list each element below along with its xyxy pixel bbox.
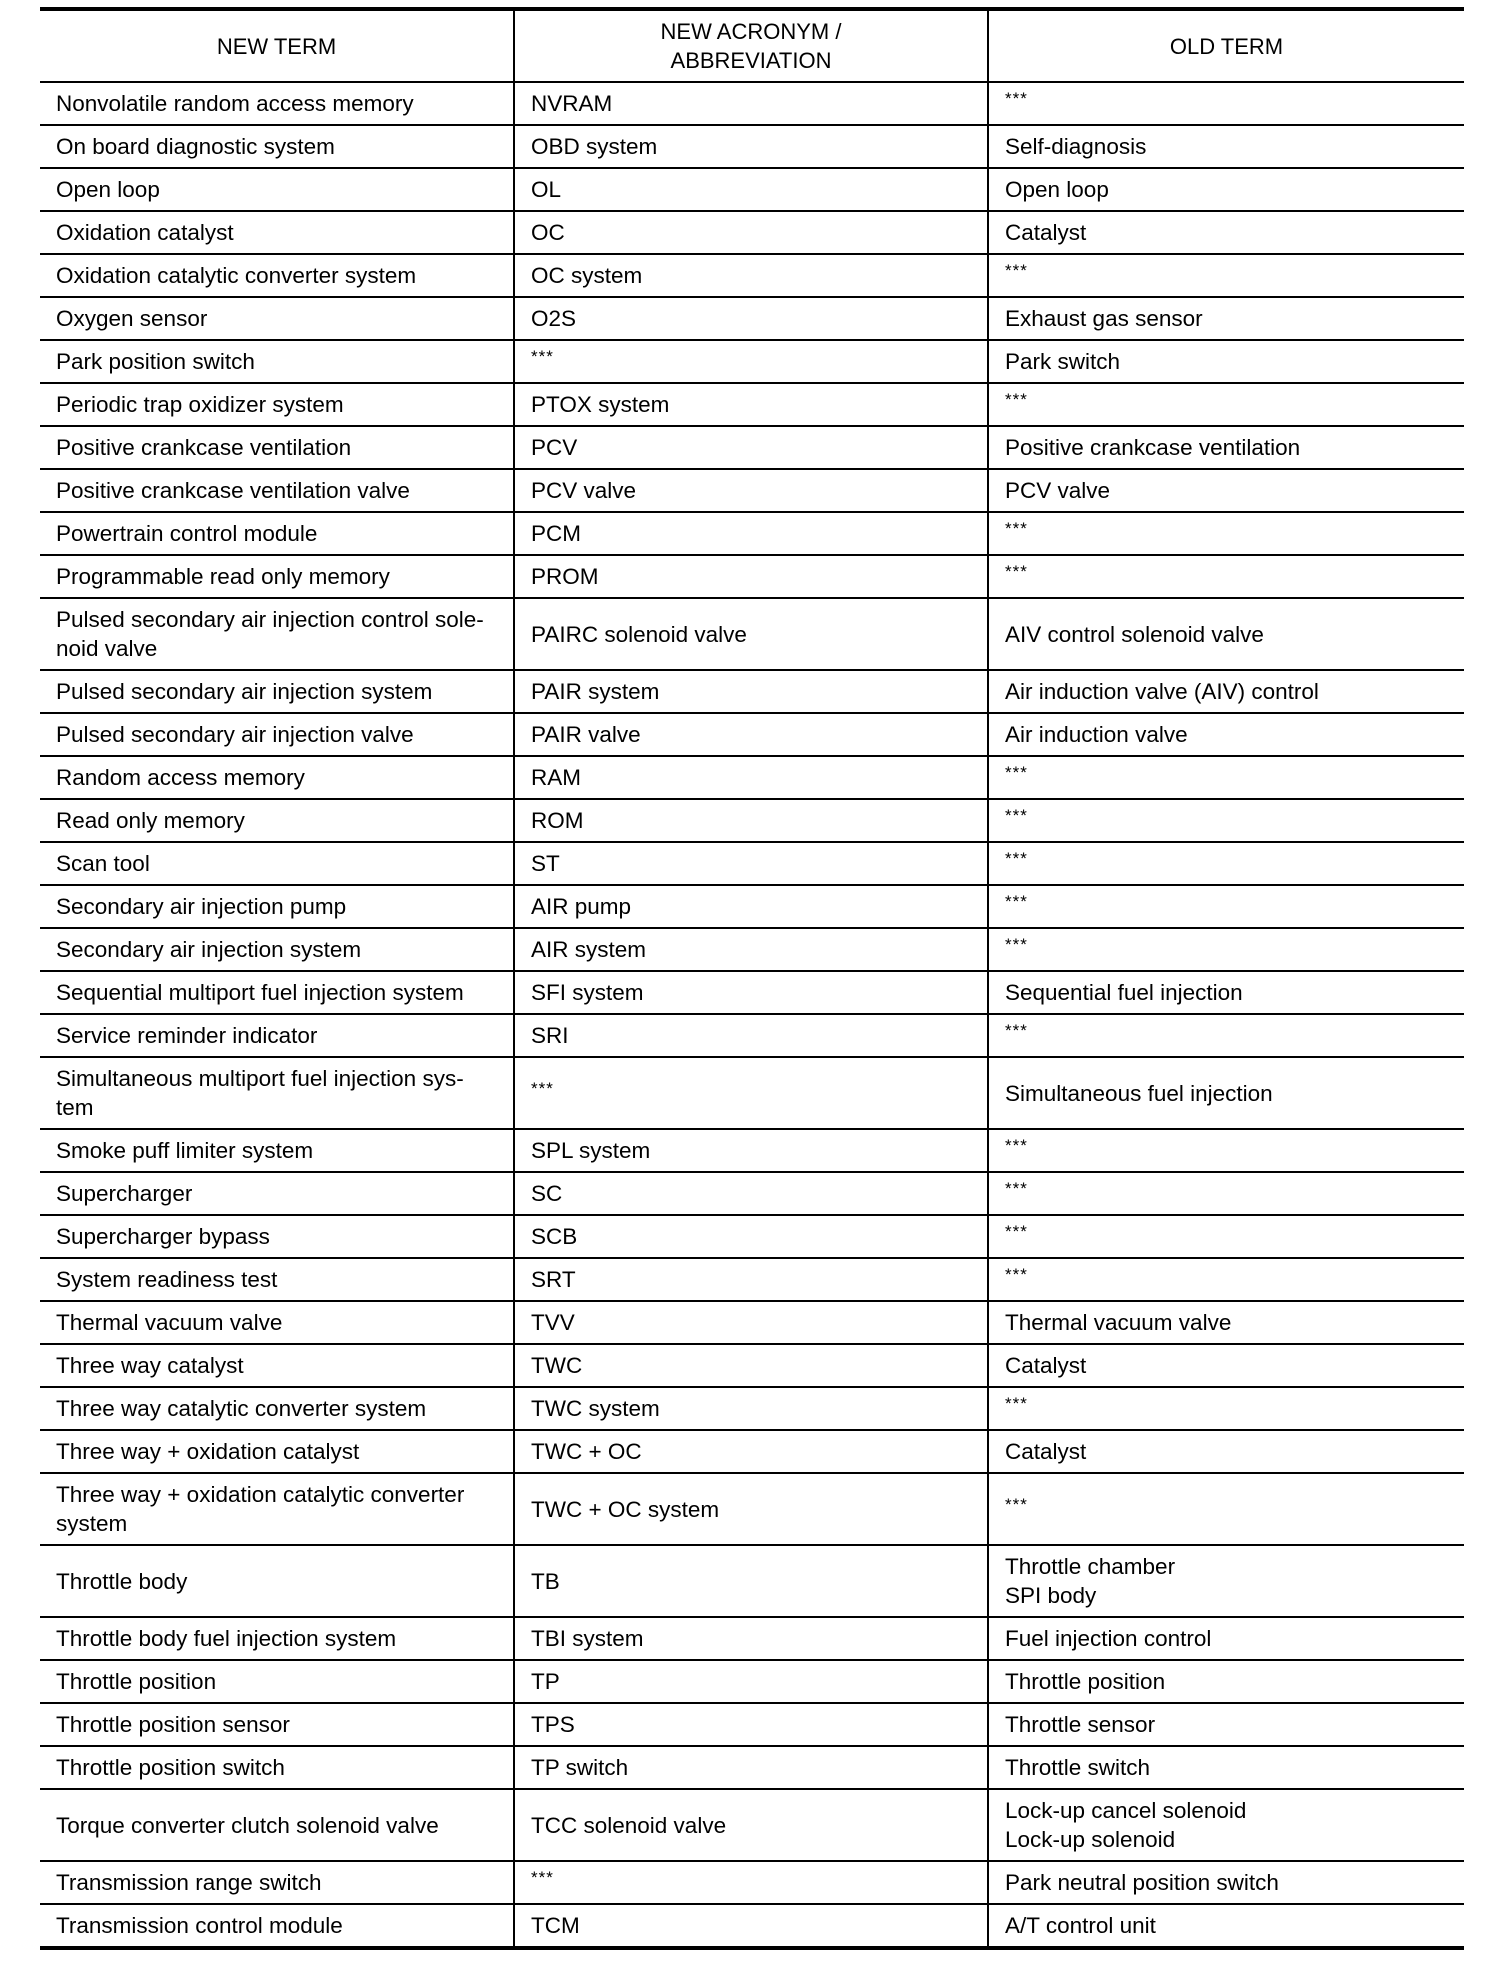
table-row <box>40 885 1464 928</box>
new-acronym-cell <box>514 340 988 383</box>
old-term-text: *** <box>1005 1179 1028 1198</box>
old-term-text: *** <box>1005 390 1028 409</box>
table-row <box>40 426 1464 469</box>
old-term-cell <box>988 297 1464 340</box>
new-term-text: Throttle position switch <box>56 1755 285 1780</box>
new-term-text: On board diagnostic system <box>56 134 335 159</box>
old-term-cell <box>988 1746 1464 1789</box>
table-row <box>40 469 1464 512</box>
new-term-text: Pulsed secondary air injection system <box>56 679 433 704</box>
old-term-cell <box>988 1904 1464 1948</box>
new-acronym-text: TP <box>531 1669 560 1694</box>
new-acronym-cell <box>514 1014 988 1057</box>
new-acronym-cell <box>514 885 988 928</box>
table-row <box>40 555 1464 598</box>
new-term-text: Nonvolatile random access memory <box>56 91 414 116</box>
new-term-cell <box>40 1746 514 1789</box>
new-acronym-cell <box>514 756 988 799</box>
new-acronym-cell <box>514 1215 988 1258</box>
new-acronym-text: O2S <box>531 306 577 331</box>
old-term-text: Air induction valve (AIV) control <box>1005 679 1319 704</box>
new-acronym-text: PCV valve <box>531 478 637 503</box>
new-term-text: Supercharger <box>56 1181 193 1206</box>
new-acronym-text: TVV <box>531 1310 575 1335</box>
new-acronym-text: OC system <box>531 263 643 288</box>
old-term-text: Park switch <box>1005 349 1121 374</box>
old-term-text: A/T control unit <box>1005 1913 1156 1938</box>
new-term-cell <box>40 1703 514 1746</box>
old-term-text: Catalyst <box>1005 220 1087 245</box>
new-acronym-text: ROM <box>531 808 584 833</box>
new-term-cell <box>40 1344 514 1387</box>
old-term-text: *** <box>1005 892 1028 911</box>
new-acronym-text: PAIRC solenoid valve <box>531 621 747 647</box>
new-acronym-text: RAM <box>531 765 581 790</box>
new-acronym-cell <box>514 598 988 670</box>
new-acronym-cell <box>514 1258 988 1301</box>
new-term-text: Secondary air injection pump <box>56 894 347 919</box>
old-term-text: *** <box>1005 849 1028 868</box>
new-term-cell <box>40 971 514 1014</box>
table-row <box>40 1473 1464 1545</box>
new-term-cell <box>40 842 514 885</box>
new-acronym-cell <box>514 1789 988 1861</box>
new-acronym-cell <box>514 1545 988 1617</box>
new-acronym-text: PAIR system <box>531 679 660 704</box>
new-acronym-cell <box>514 799 988 842</box>
new-acronym-cell <box>514 1904 988 1948</box>
new-term-cell <box>40 1057 514 1129</box>
table-row <box>40 971 1464 1014</box>
old-term-cell <box>988 842 1464 885</box>
old-term-cell <box>988 598 1464 670</box>
old-term-cell <box>988 928 1464 971</box>
new-term-text: Open loop <box>56 177 160 202</box>
new-acronym-cell <box>514 426 988 469</box>
new-acronym-text: *** <box>531 1868 554 1887</box>
new-acronym-cell <box>514 1660 988 1703</box>
table-row <box>40 1746 1464 1789</box>
old-term-cell <box>988 555 1464 598</box>
new-acronym-cell <box>514 1344 988 1387</box>
new-acronym-cell <box>514 1057 988 1129</box>
new-acronym-text: OC <box>531 220 565 245</box>
new-acronym-text: PCV <box>531 435 578 460</box>
old-term-cell <box>988 125 1464 168</box>
old-term-text: Air induction valve <box>1005 722 1188 747</box>
new-acronym-text: PAIR valve <box>531 722 641 747</box>
new-term-text: Throttle body fuel injection system <box>56 1626 397 1651</box>
old-term-cell <box>988 426 1464 469</box>
new-term-cell <box>40 211 514 254</box>
new-term-text: Smoke puff limiter system <box>56 1138 314 1163</box>
new-acronym-cell <box>514 297 988 340</box>
table-row <box>40 1387 1464 1430</box>
old-term-text: Exhaust gas sensor <box>1005 306 1203 331</box>
new-acronym-cell <box>514 168 988 211</box>
new-term-text: Park position switch <box>56 349 255 374</box>
table-row <box>40 1789 1464 1861</box>
table-row <box>40 799 1464 842</box>
new-acronym-text: TCM <box>531 1913 580 1938</box>
new-term-cell <box>40 670 514 713</box>
new-term-cell <box>40 340 514 383</box>
new-acronym-text: AIR pump <box>531 894 632 919</box>
new-term-cell <box>40 254 514 297</box>
new-term-text: Supercharger bypass <box>56 1224 270 1249</box>
table-row <box>40 928 1464 971</box>
old-term-cell <box>988 1344 1464 1387</box>
new-acronym-text: SC <box>531 1181 563 1206</box>
table-row <box>40 1861 1464 1904</box>
old-term-text: Self-diagnosis <box>1005 134 1147 159</box>
new-acronym-cell <box>514 928 988 971</box>
old-term-cell <box>988 254 1464 297</box>
new-term-cell <box>40 1789 514 1861</box>
table-row <box>40 1545 1464 1617</box>
table-row <box>40 598 1464 670</box>
old-term-cell <box>988 340 1464 383</box>
old-term-text: Sequential fuel injection <box>1005 980 1243 1005</box>
new-term-cell <box>40 383 514 426</box>
old-term-text: Open loop <box>1005 177 1109 202</box>
new-acronym-cell <box>514 211 988 254</box>
new-acronym-text: SCB <box>531 1224 578 1249</box>
new-term-text: Pulsed secondary air injection control sole- noid valve <box>56 607 484 661</box>
new-term-cell <box>40 1014 514 1057</box>
table-body <box>40 82 1464 1948</box>
new-term-text: Random access memory <box>56 765 305 790</box>
new-acronym-text: PROM <box>531 564 599 589</box>
table-row <box>40 1014 1464 1057</box>
new-acronym-text: OL <box>531 177 562 202</box>
old-term-text: *** <box>1005 562 1028 581</box>
new-term-text: Oxidation catalytic converter system <box>56 263 417 288</box>
old-term-cell <box>988 1861 1464 1904</box>
old-term-text: Throttle position <box>1005 1669 1166 1694</box>
new-term-text: Positive crankcase ventilation valve <box>56 478 410 503</box>
old-term-text: Lock-up cancel solenoid Lock-up solenoid <box>1005 1798 1247 1852</box>
new-acronym-text: NVRAM <box>531 91 613 116</box>
new-term-text: Transmission range switch <box>56 1870 322 1895</box>
new-term-text: Oxygen sensor <box>56 306 208 331</box>
header-new-acronym: NEW ACRONYM / ABBREVIATION <box>514 9 988 82</box>
new-acronym-text: TWC + OC system <box>531 1496 720 1522</box>
new-term-text: Three way + oxidation catalyst <box>56 1439 360 1464</box>
new-term-text: Simultaneous multiport fuel injection sys- tem <box>56 1066 464 1120</box>
new-term-text: Pulsed secondary air injection valve <box>56 722 414 747</box>
new-term-text: Read only memory <box>56 808 245 833</box>
old-term-cell <box>988 670 1464 713</box>
old-term-cell <box>988 1014 1464 1057</box>
old-term-cell <box>988 1545 1464 1617</box>
new-acronym-text: TBI system <box>531 1626 644 1651</box>
new-term-cell <box>40 1387 514 1430</box>
header-new-term: NEW TERM <box>40 9 514 82</box>
old-term-cell <box>988 1301 1464 1344</box>
old-term-cell <box>988 1387 1464 1430</box>
new-term-cell <box>40 125 514 168</box>
new-term-cell <box>40 1430 514 1473</box>
table-row <box>40 756 1464 799</box>
header-old-term: OLD TERM <box>988 9 1464 82</box>
old-term-cell <box>988 1430 1464 1473</box>
new-term-cell <box>40 885 514 928</box>
new-term-cell <box>40 1129 514 1172</box>
new-term-text: Throttle position <box>56 1669 217 1694</box>
table-row <box>40 297 1464 340</box>
old-term-text: *** <box>1005 89 1028 108</box>
new-acronym-cell <box>514 469 988 512</box>
old-term-cell <box>988 885 1464 928</box>
table-row <box>40 1057 1464 1129</box>
old-term-text: *** <box>1005 1222 1028 1241</box>
new-acronym-cell <box>514 254 988 297</box>
new-term-cell <box>40 512 514 555</box>
new-acronym-cell <box>514 125 988 168</box>
old-term-cell <box>988 1215 1464 1258</box>
table-row <box>40 1129 1464 1172</box>
old-term-text: *** <box>1005 1494 1028 1514</box>
new-term-cell <box>40 1473 514 1545</box>
new-acronym-text: TP switch <box>531 1755 629 1780</box>
new-term-text: Three way catalyst <box>56 1353 244 1378</box>
new-acronym-text: TB <box>531 1568 560 1594</box>
old-term-cell <box>988 713 1464 756</box>
table-row <box>40 1215 1464 1258</box>
new-acronym-text: TWC <box>531 1353 583 1378</box>
old-term-text: PCV valve <box>1005 478 1111 503</box>
old-term-cell <box>988 1703 1464 1746</box>
old-term-cell <box>988 168 1464 211</box>
new-term-text: Throttle position sensor <box>56 1712 290 1737</box>
new-acronym-cell <box>514 383 988 426</box>
new-acronym-text: TCC solenoid valve <box>531 1812 727 1838</box>
old-term-text: *** <box>1005 261 1028 280</box>
new-term-cell <box>40 297 514 340</box>
new-term-text: System readiness test <box>56 1267 278 1292</box>
new-acronym-text: TPS <box>531 1712 575 1737</box>
old-term-text: *** <box>1005 1136 1028 1155</box>
table-row <box>40 1430 1464 1473</box>
table-row <box>40 82 1464 125</box>
old-term-text: AIV control solenoid valve <box>1005 621 1264 647</box>
table-row <box>40 1258 1464 1301</box>
old-term-cell <box>988 971 1464 1014</box>
new-acronym-text: OBD system <box>531 134 658 159</box>
new-term-text: Sequential multiport fuel injection system <box>56 980 464 1005</box>
new-acronym-text: SPL system <box>531 1138 651 1163</box>
new-acronym-text: PTOX system <box>531 392 670 417</box>
old-term-cell <box>988 211 1464 254</box>
new-acronym-cell <box>514 1703 988 1746</box>
new-acronym-cell <box>514 1387 988 1430</box>
new-acronym-cell <box>514 971 988 1014</box>
old-term-text: *** <box>1005 763 1028 782</box>
old-term-text: *** <box>1005 935 1028 954</box>
table-row <box>40 383 1464 426</box>
old-term-cell <box>988 756 1464 799</box>
new-term-cell <box>40 1861 514 1904</box>
new-term-cell <box>40 713 514 756</box>
old-term-text: *** <box>1005 806 1028 825</box>
old-term-text: Throttle sensor <box>1005 1712 1156 1737</box>
new-term-text: Programmable read only memory <box>56 564 390 589</box>
old-term-cell <box>988 1057 1464 1129</box>
old-term-text: Thermal vacuum valve <box>1005 1310 1232 1335</box>
old-term-text: Catalyst <box>1005 1439 1087 1464</box>
new-term-cell <box>40 426 514 469</box>
table-row <box>40 254 1464 297</box>
new-term-text: Periodic trap oxidizer system <box>56 392 344 417</box>
new-acronym-cell <box>514 670 988 713</box>
new-acronym-cell <box>514 1129 988 1172</box>
old-term-cell <box>988 1172 1464 1215</box>
new-acronym-cell <box>514 1746 988 1789</box>
new-term-cell <box>40 82 514 125</box>
new-term-cell <box>40 469 514 512</box>
table-row <box>40 1344 1464 1387</box>
old-term-text: Throttle chamber SPI body <box>1005 1554 1176 1608</box>
table-row <box>40 1617 1464 1660</box>
new-acronym-text: SRT <box>531 1267 576 1292</box>
new-acronym-text: ST <box>531 851 560 876</box>
old-term-text: *** <box>1005 1265 1028 1284</box>
new-term-cell <box>40 1617 514 1660</box>
old-term-text: Catalyst <box>1005 1353 1087 1378</box>
new-acronym-text: SFI system <box>531 980 644 1005</box>
new-acronym-cell <box>514 82 988 125</box>
new-acronym-cell <box>514 713 988 756</box>
new-acronym-text: TWC + OC <box>531 1439 642 1464</box>
old-term-cell <box>988 82 1464 125</box>
new-acronym-cell <box>514 1172 988 1215</box>
old-term-cell <box>988 1660 1464 1703</box>
new-acronym-text: SRI <box>531 1023 569 1048</box>
new-term-cell <box>40 756 514 799</box>
new-term-cell <box>40 168 514 211</box>
table-row <box>40 340 1464 383</box>
table-row <box>40 670 1464 713</box>
table-row <box>40 168 1464 211</box>
table-row <box>40 713 1464 756</box>
old-term-text: *** <box>1005 1394 1028 1413</box>
table-row <box>40 842 1464 885</box>
new-acronym-cell <box>514 1617 988 1660</box>
new-term-cell <box>40 799 514 842</box>
old-term-text: Throttle switch <box>1005 1755 1151 1780</box>
new-acronym-cell <box>514 1473 988 1545</box>
old-term-text: Fuel injection control <box>1005 1626 1212 1651</box>
table-row <box>40 1172 1464 1215</box>
old-term-text: *** <box>1005 519 1028 538</box>
old-term-cell <box>988 512 1464 555</box>
table-row <box>40 1904 1464 1948</box>
terms-table <box>40 7 1464 1950</box>
table-row <box>40 1703 1464 1746</box>
new-term-cell <box>40 1904 514 1948</box>
old-term-cell <box>988 1473 1464 1545</box>
old-term-text: *** <box>1005 1021 1028 1040</box>
new-term-text: Thermal vacuum valve <box>56 1310 283 1335</box>
new-term-cell <box>40 1172 514 1215</box>
old-term-text: Simultaneous fuel injection <box>1005 1080 1273 1106</box>
new-term-text: Secondary air injection system <box>56 937 362 962</box>
new-acronym-text: TWC system <box>531 1396 660 1421</box>
new-acronym-cell <box>514 1861 988 1904</box>
old-term-cell <box>988 1789 1464 1861</box>
new-term-text: Three way + oxidation catalytic converter system <box>56 1482 465 1536</box>
new-term-text: Positive crankcase ventilation <box>56 435 352 460</box>
new-term-text: Oxidation catalyst <box>56 220 234 245</box>
old-term-cell <box>988 1617 1464 1660</box>
new-term-text: Three way catalytic converter system <box>56 1396 427 1421</box>
new-term-text: Service reminder indicator <box>56 1023 318 1048</box>
old-term-cell <box>988 1258 1464 1301</box>
table-row <box>40 211 1464 254</box>
new-term-cell <box>40 555 514 598</box>
table-row <box>40 125 1464 168</box>
new-term-cell <box>40 1258 514 1301</box>
new-term-text: Torque converter clutch solenoid valve <box>56 1812 439 1838</box>
new-term-cell <box>40 1301 514 1344</box>
old-term-text: Positive crankcase ventilation <box>1005 435 1301 460</box>
old-term-text: Park neutral position switch <box>1005 1870 1279 1895</box>
new-term-cell <box>40 598 514 670</box>
new-acronym-cell <box>514 1430 988 1473</box>
header-row <box>40 9 1464 82</box>
old-term-cell <box>988 1129 1464 1172</box>
new-acronym-cell <box>514 512 988 555</box>
new-acronym-cell <box>514 842 988 885</box>
old-term-cell <box>988 799 1464 842</box>
new-term-text: Throttle body <box>56 1568 188 1594</box>
table-row <box>40 512 1464 555</box>
new-term-cell <box>40 1215 514 1258</box>
table-row <box>40 1660 1464 1703</box>
new-term-cell <box>40 1660 514 1703</box>
table-row <box>40 1301 1464 1344</box>
new-term-text: Scan tool <box>56 851 150 876</box>
new-term-cell <box>40 928 514 971</box>
new-term-cell <box>40 1545 514 1617</box>
new-acronym-text: PCM <box>531 521 581 546</box>
new-acronym-text: *** <box>531 1078 554 1098</box>
new-acronym-cell <box>514 555 988 598</box>
new-acronym-text: AIR system <box>531 937 647 962</box>
new-term-text: Powertrain control module <box>56 521 318 546</box>
new-acronym-text: *** <box>531 347 554 366</box>
new-term-text: Transmission control module <box>56 1913 343 1938</box>
old-term-cell <box>988 469 1464 512</box>
new-acronym-cell <box>514 1301 988 1344</box>
old-term-cell <box>988 383 1464 426</box>
